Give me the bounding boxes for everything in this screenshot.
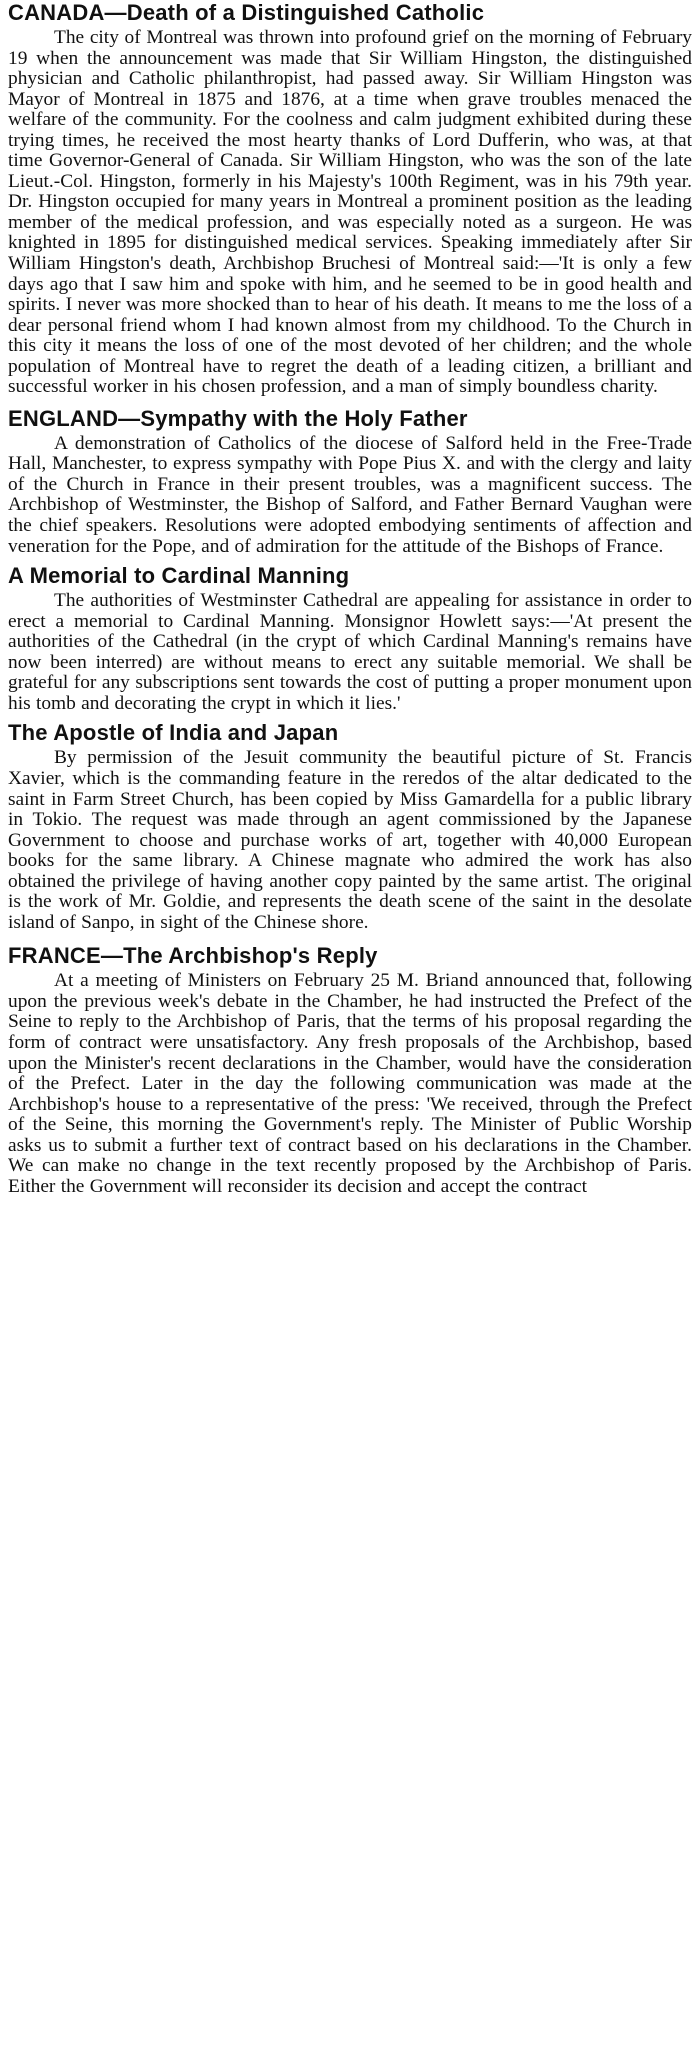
article-headline: CANADA—Death of a Distinguished Catholic bbox=[8, 0, 485, 25]
article-india-japan bbox=[8, 718, 692, 933]
article-canada bbox=[8, 0, 692, 398]
article-cardinal-manning bbox=[8, 561, 692, 714]
article-england bbox=[8, 404, 692, 557]
article-body: The authorities of Westminster Cathedral are appealing for assistance in order to erect a memorial to Cardinal Manning. Monsignor Howlett says:—'At present the authorities of the Cathedral (in the crypt of which Cardinal Manning's remains have now been interred) are without means to erect any suitable memorial. We shall be grateful for any subscriptions sent towards the cost of putting a proper monument upon his tomb and decorating the crypt in which it lies.' bbox=[8, 590, 692, 714]
article-body: A demonstration of Catholics of the diocese of Salford held in the Free-Trade Hall, Manchester, to express sympathy with Pope Pius X. and with the clergy and laity of the Church in France in their present troubles, was a magnificent success. The Archbishop of Westminster, the Bishop of Salford, and Father Bernard Vaughan were the chief speakers. Resolutions were adopted embodying sentiments of affection and veneration for the Pope, and of admiration for the attitude of the Bishops of France. bbox=[8, 432, 692, 557]
article-france bbox=[8, 941, 692, 1197]
article-body: At a meeting of Ministers on February 25 M. Briand announced that, following upon the previous week's debate in the Chamber, he had instructed the Prefect of the Seine to reply to the Archbishop of Paris, that the terms of his proposal regarding the form of contract were unsatisfactory. Any fresh proposals of the Archbishop, based upon the Minister's recent declarations in the Chamber, would have the consideration of the Prefect. Later in the day the following communication was made at the Archbishop's house to a representative of the press: 'We received, through the Prefect of the Seine, this morning the Government's reply. The Minister of Public Worship asks us to submit a further text of contract based on his declarations in the Chamber. We can make no change in the text recently proposed by the Archbishop of Paris. Either the Government will reconsider its decision and accept the contract bbox=[8, 970, 692, 1197]
article-headline: A Memorial to Cardinal Manning bbox=[8, 563, 350, 589]
article-headline: The Apostle of India and Japan bbox=[8, 720, 339, 746]
article-body: By permission of the Jesuit community the beautiful picture of St. Francis Xavier, which is the commanding feature in the reredos of the altar dedicated to the saint in Farm Street Church, has been copied by Miss Gamardella for a public library in Tokio. The request was made through an agent commissioned by the Japanese Government to choose and purchase works of art, together with 40,000 European books for the same library. A Chinese magnate who admired the work has also obtained the privilege of having another copy painted by the same artist. The original is the work of Mr. Goldie, and represents the death scene of the saint in the desolate island of Sanpo, in sight of the Chinese shore. bbox=[8, 747, 692, 933]
article-headline: ENGLAND—Sympathy with the Holy Father bbox=[8, 405, 468, 431]
article-headline: FRANCE—The Archbishop's Reply bbox=[8, 943, 378, 969]
article-body: The city of Montreal was thrown into profound grief on the morning of February 19 when the announcement was made that Sir William Hingston, the distinguished physician and Catholic philanthropist, had passed away. Sir William Hingston was Mayor of Montreal in 1875 and 1876, at a time when grave troubles menaced the welfare of the community. For the coolness and calm judgment exhibited during these trying times, he received the most hearty thanks of Lord Dufferin, who was, at that time Governor-General of Canada. Sir William Hingston, who was the son of the late Lieut.-Col. Hingston, formerly in his Majesty's 100th Regiment, was in his 79th year. Dr. Hingston occupied for many years in Montreal a prominent position as the leading member of the medical profession, and was especially noted as a surgeon. He was knighted in 1895 for distinguished medical services. Speaking immediately after Sir William Hingston's death, Archbishop Bruchesi of Montreal said:—'It is only a few days ago that I saw him and spoke with him, and he seemed to be in good health and spirits. I never was more shocked than to hear of his death. It means to me the loss of a dear personal friend whom I had known almost from my childhood. To the Church in this city it means the loss of one of the most devoted of her children; and the whole population of Montreal have to regret the death of a leading citizen, a brilliant and successful worker in his chosen profession, and a man of simply boundless charity. bbox=[8, 27, 692, 398]
